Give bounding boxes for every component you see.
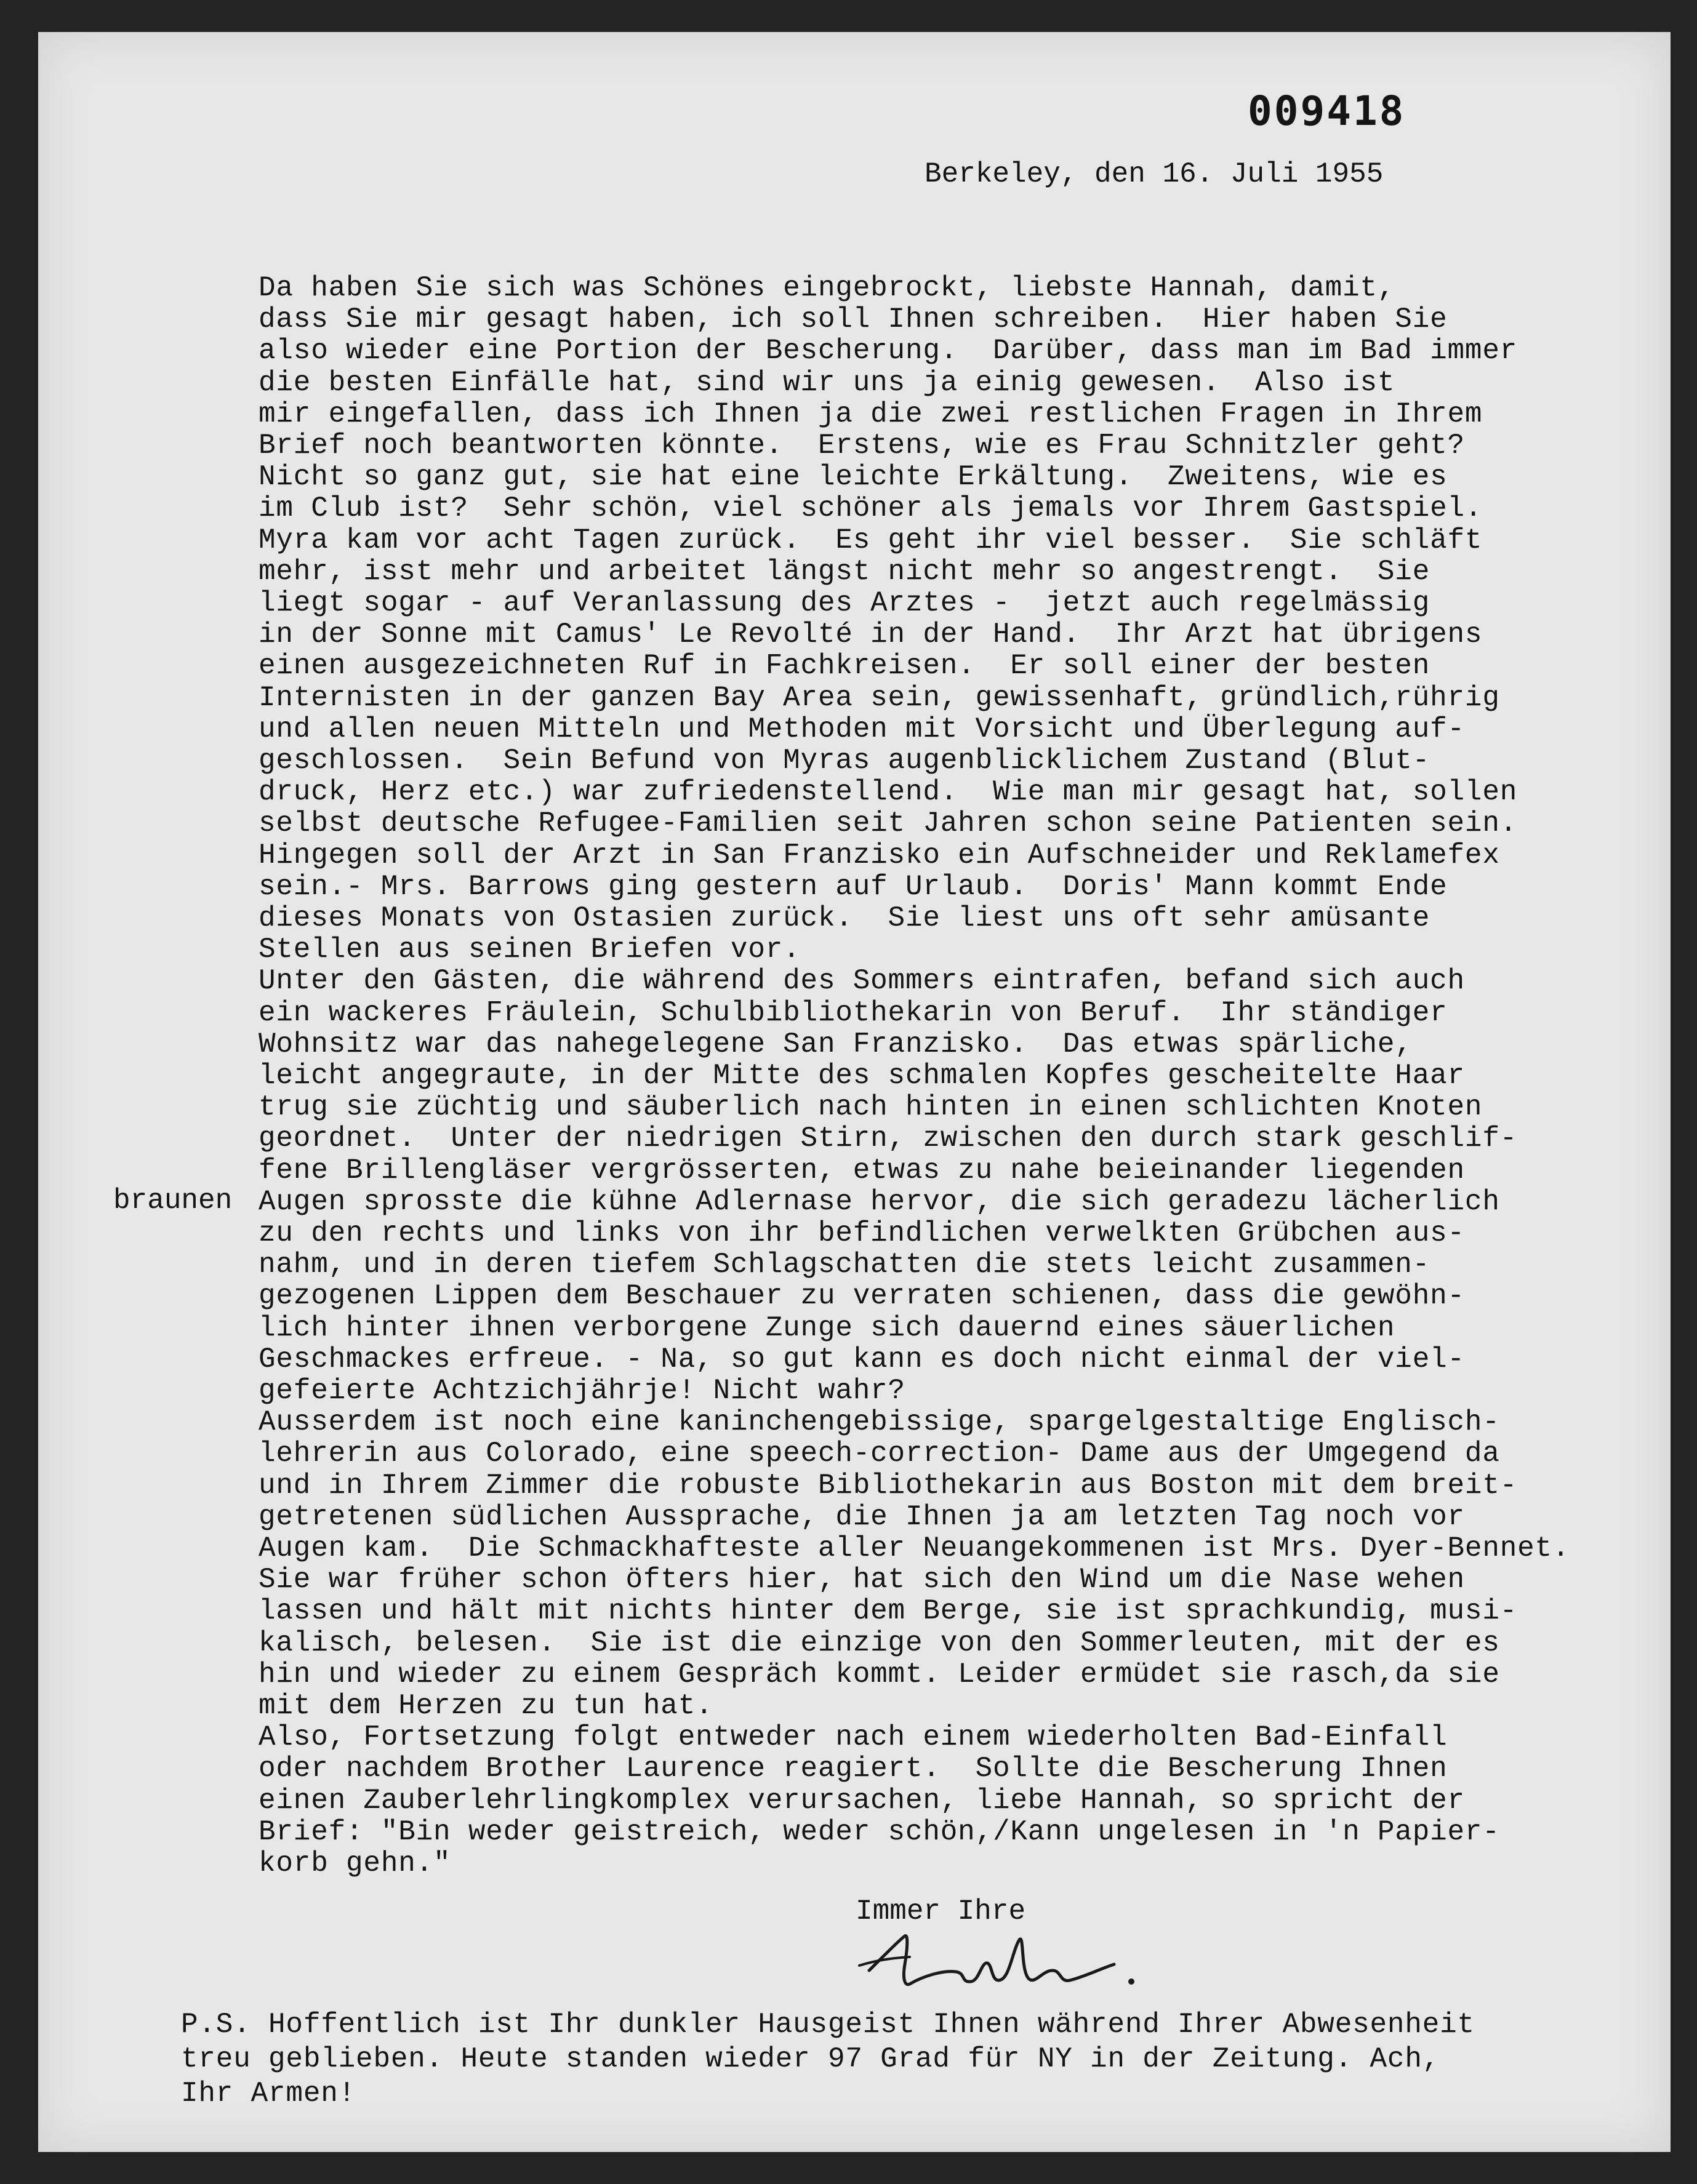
body-line: kalisch, belesen. Sie ist die einzige von den Sommerleuten, mit der es bbox=[259, 1626, 1500, 1659]
margin-note: braunen bbox=[113, 1185, 233, 1217]
body-line: Hingegen soll der Arzt in San Franzisko ein Aufschneider und Reklamefex bbox=[259, 839, 1500, 871]
body-line: lich hinter ihnen verborgene Zunge sich dauernd eines säuerlichen bbox=[259, 1311, 1395, 1344]
body-line: geschlossen. Sein Befund von Myras augenblicklichem Zustand (Blut- bbox=[259, 745, 1430, 777]
body-line: Geschmackes erfreue. - Na, so gut kann es doch nicht einmal der viel- bbox=[259, 1343, 1465, 1375]
body-line: Also, Fortsetzung folgt entweder nach einem wiederholten Bad-Einfall bbox=[259, 1721, 1448, 1754]
body-line: in der Sonne mit Camus' Le Revolté in der Hand. Ihr Arzt hat übrigens bbox=[259, 618, 1483, 651]
body-line: mit dem Herzen zu tun hat. bbox=[259, 1690, 713, 1722]
letter-page bbox=[38, 32, 1671, 2152]
body-line: zu den rechts und links von ihr befindlichen verwelkten Grübchen aus- bbox=[259, 1217, 1465, 1249]
body-line: also wieder eine Portion der Bescherung. Darüber, dass man im Bad immer bbox=[259, 335, 1518, 367]
body-line: im Club ist? Sehr schön, viel schöner als jemals vor Ihrem Gastspiel. bbox=[259, 492, 1483, 525]
body-line: lassen und hält mit nichts hinter dem Berge, sie ist sprachkundig, musi- bbox=[259, 1595, 1518, 1628]
closing-line: Immer Ihre bbox=[856, 1895, 1026, 1927]
body-line: dass Sie mir gesagt haben, ich soll Ihnen schreiben. Hier haben Sie bbox=[259, 303, 1448, 336]
body-line: geordnet. Unter der niedrigen Stirn, zwischen den durch stark geschlif- bbox=[259, 1122, 1518, 1155]
body-line: Internisten in der ganzen Bay Area sein, gewissenhaft, gründlich,rührig bbox=[259, 681, 1500, 714]
body-line: dieses Monats von Ostasien zurück. Sie liest uns oft sehr amüsante bbox=[259, 902, 1430, 934]
body-line: fene Brillengläser vergrösserten, etwas zu nahe beieinander liegenden bbox=[259, 1154, 1465, 1186]
body-line: mir eingefallen, dass ich Ihnen ja die zwei restlichen Fragen in Ihrem bbox=[259, 398, 1483, 430]
body-line: Wohnsitz war das nahegelegene San Franzisko. Das etwas spärliche, bbox=[259, 1028, 1413, 1060]
signature bbox=[851, 1927, 1195, 2001]
body-line: Sie war früher schon öfters hier, hat sich den Wind um die Nase wehen bbox=[259, 1564, 1465, 1596]
body-line: gefeierte Achtzichjährje! Nicht wahr? bbox=[259, 1375, 905, 1407]
ps-line: Ihr Armen! bbox=[181, 2078, 356, 2110]
body-line: Myra kam vor acht Tagen zurück. Es geht ihr viel besser. Sie schläft bbox=[259, 524, 1483, 556]
body-line: ein wackeres Fräulein, Schulbibliothekarin von Beruf. Ihr ständiger bbox=[259, 996, 1448, 1029]
body-line: selbst deutsche Refugee-Familien seit Jahren schon seine Patienten sein. bbox=[259, 807, 1518, 840]
body-line: Unter den Gästen, die während des Sommers eintrafen, befand sich auch bbox=[259, 965, 1465, 998]
ps-line: P.S. Hoffentlich ist Ihr dunkler Hausgeist Ihnen während Ihrer Abwesenheit bbox=[181, 2009, 1475, 2041]
body-line: Brief noch beantworten könnte. Erstens, wie es Frau Schnitzler geht? bbox=[259, 430, 1465, 462]
body-line: trug sie züchtig und säuberlich nach hinten in einen schlichten Knoten bbox=[259, 1091, 1483, 1124]
body-line: korb gehn." bbox=[259, 1847, 451, 1879]
body-line: mehr, isst mehr und arbeitet längst nicht mehr so angestrengt. Sie bbox=[259, 555, 1430, 588]
ps-line: treu geblieben. Heute standen wieder 97 Grad für NY in der Zeitung. Ach, bbox=[181, 2043, 1440, 2075]
document-number: 009418 bbox=[1248, 87, 1406, 135]
dateline: Berkeley, den 16. Juli 1955 bbox=[925, 158, 1384, 190]
body-line: die besten Einfälle hat, sind wir uns ja einig gewesen. Also ist bbox=[259, 366, 1395, 399]
body-line: einen ausgezeichneten Ruf in Fachkreisen. Er soll einer der besten bbox=[259, 650, 1430, 682]
body-line: Ausserdem ist noch eine kaninchengebissige, spargelgestaltige Englisch- bbox=[259, 1406, 1500, 1439]
body-line: nahm, und in deren tiefem Schlagschatten die stets leicht zusammen- bbox=[259, 1249, 1430, 1281]
body-line: Augen kam. Die Schmackhafteste aller Neuangekommenen ist Mrs. Dyer-Bennet. bbox=[259, 1532, 1570, 1564]
body-line: leicht angegraute, in der Mitte des schmalen Kopfes gescheitelte Haar bbox=[259, 1060, 1465, 1092]
body-line: Stellen aus seinen Briefen vor. bbox=[259, 934, 801, 966]
body-line: druck, Herz etc.) war zufriedenstellend. Wie man mir gesagt hat, sollen bbox=[259, 776, 1518, 809]
body-line: sein.- Mrs. Barrows ging gestern auf Urlaub. Doris' Mann kommt Ende bbox=[259, 870, 1448, 903]
body-line: Augen sprosste die kühne Adlernase hervor, die sich geradezu lächerlich bbox=[259, 1185, 1500, 1218]
body-line: liegt sogar - auf Veranlassung des Arztes - jetzt auch regelmässig bbox=[259, 587, 1430, 619]
body-line: gezogenen Lippen dem Beschauer zu verraten schienen, dass die gewöhn- bbox=[259, 1280, 1465, 1313]
body-line: und allen neuen Mitteln und Methoden mit Vorsicht und Überlegung auf- bbox=[259, 713, 1465, 745]
body-line: lehrerin aus Colorado, eine speech-correction- Dame aus der Umgegend da bbox=[259, 1438, 1500, 1470]
body-line: Brief: "Bin weder geistreich, weder schön,/Kann ungelesen in 'n Papier- bbox=[259, 1815, 1500, 1848]
body-line: und in Ihrem Zimmer die robuste Bibliothekarin aus Boston mit dem breit- bbox=[259, 1469, 1518, 1502]
body-line: Da haben Sie sich was Schönes eingebrockt, liebste Hannah, damit, bbox=[259, 272, 1395, 304]
body-line: hin und wieder zu einem Gespräch kommt. Leider ermüdet sie rasch,da sie bbox=[259, 1658, 1500, 1690]
body-line: einen Zauberlehrlingkomplex verursachen, liebe Hannah, so spricht der bbox=[259, 1784, 1465, 1817]
body-line: oder nachdem Brother Laurence reagiert. Sollte die Bescherung Ihnen bbox=[259, 1753, 1448, 1785]
body-line: Nicht so ganz gut, sie hat eine leichte Erkältung. Zweitens, wie es bbox=[259, 461, 1448, 494]
body-line: getretenen südlichen Aussprache, die Ihnen ja am letzten Tag noch vor bbox=[259, 1500, 1465, 1533]
